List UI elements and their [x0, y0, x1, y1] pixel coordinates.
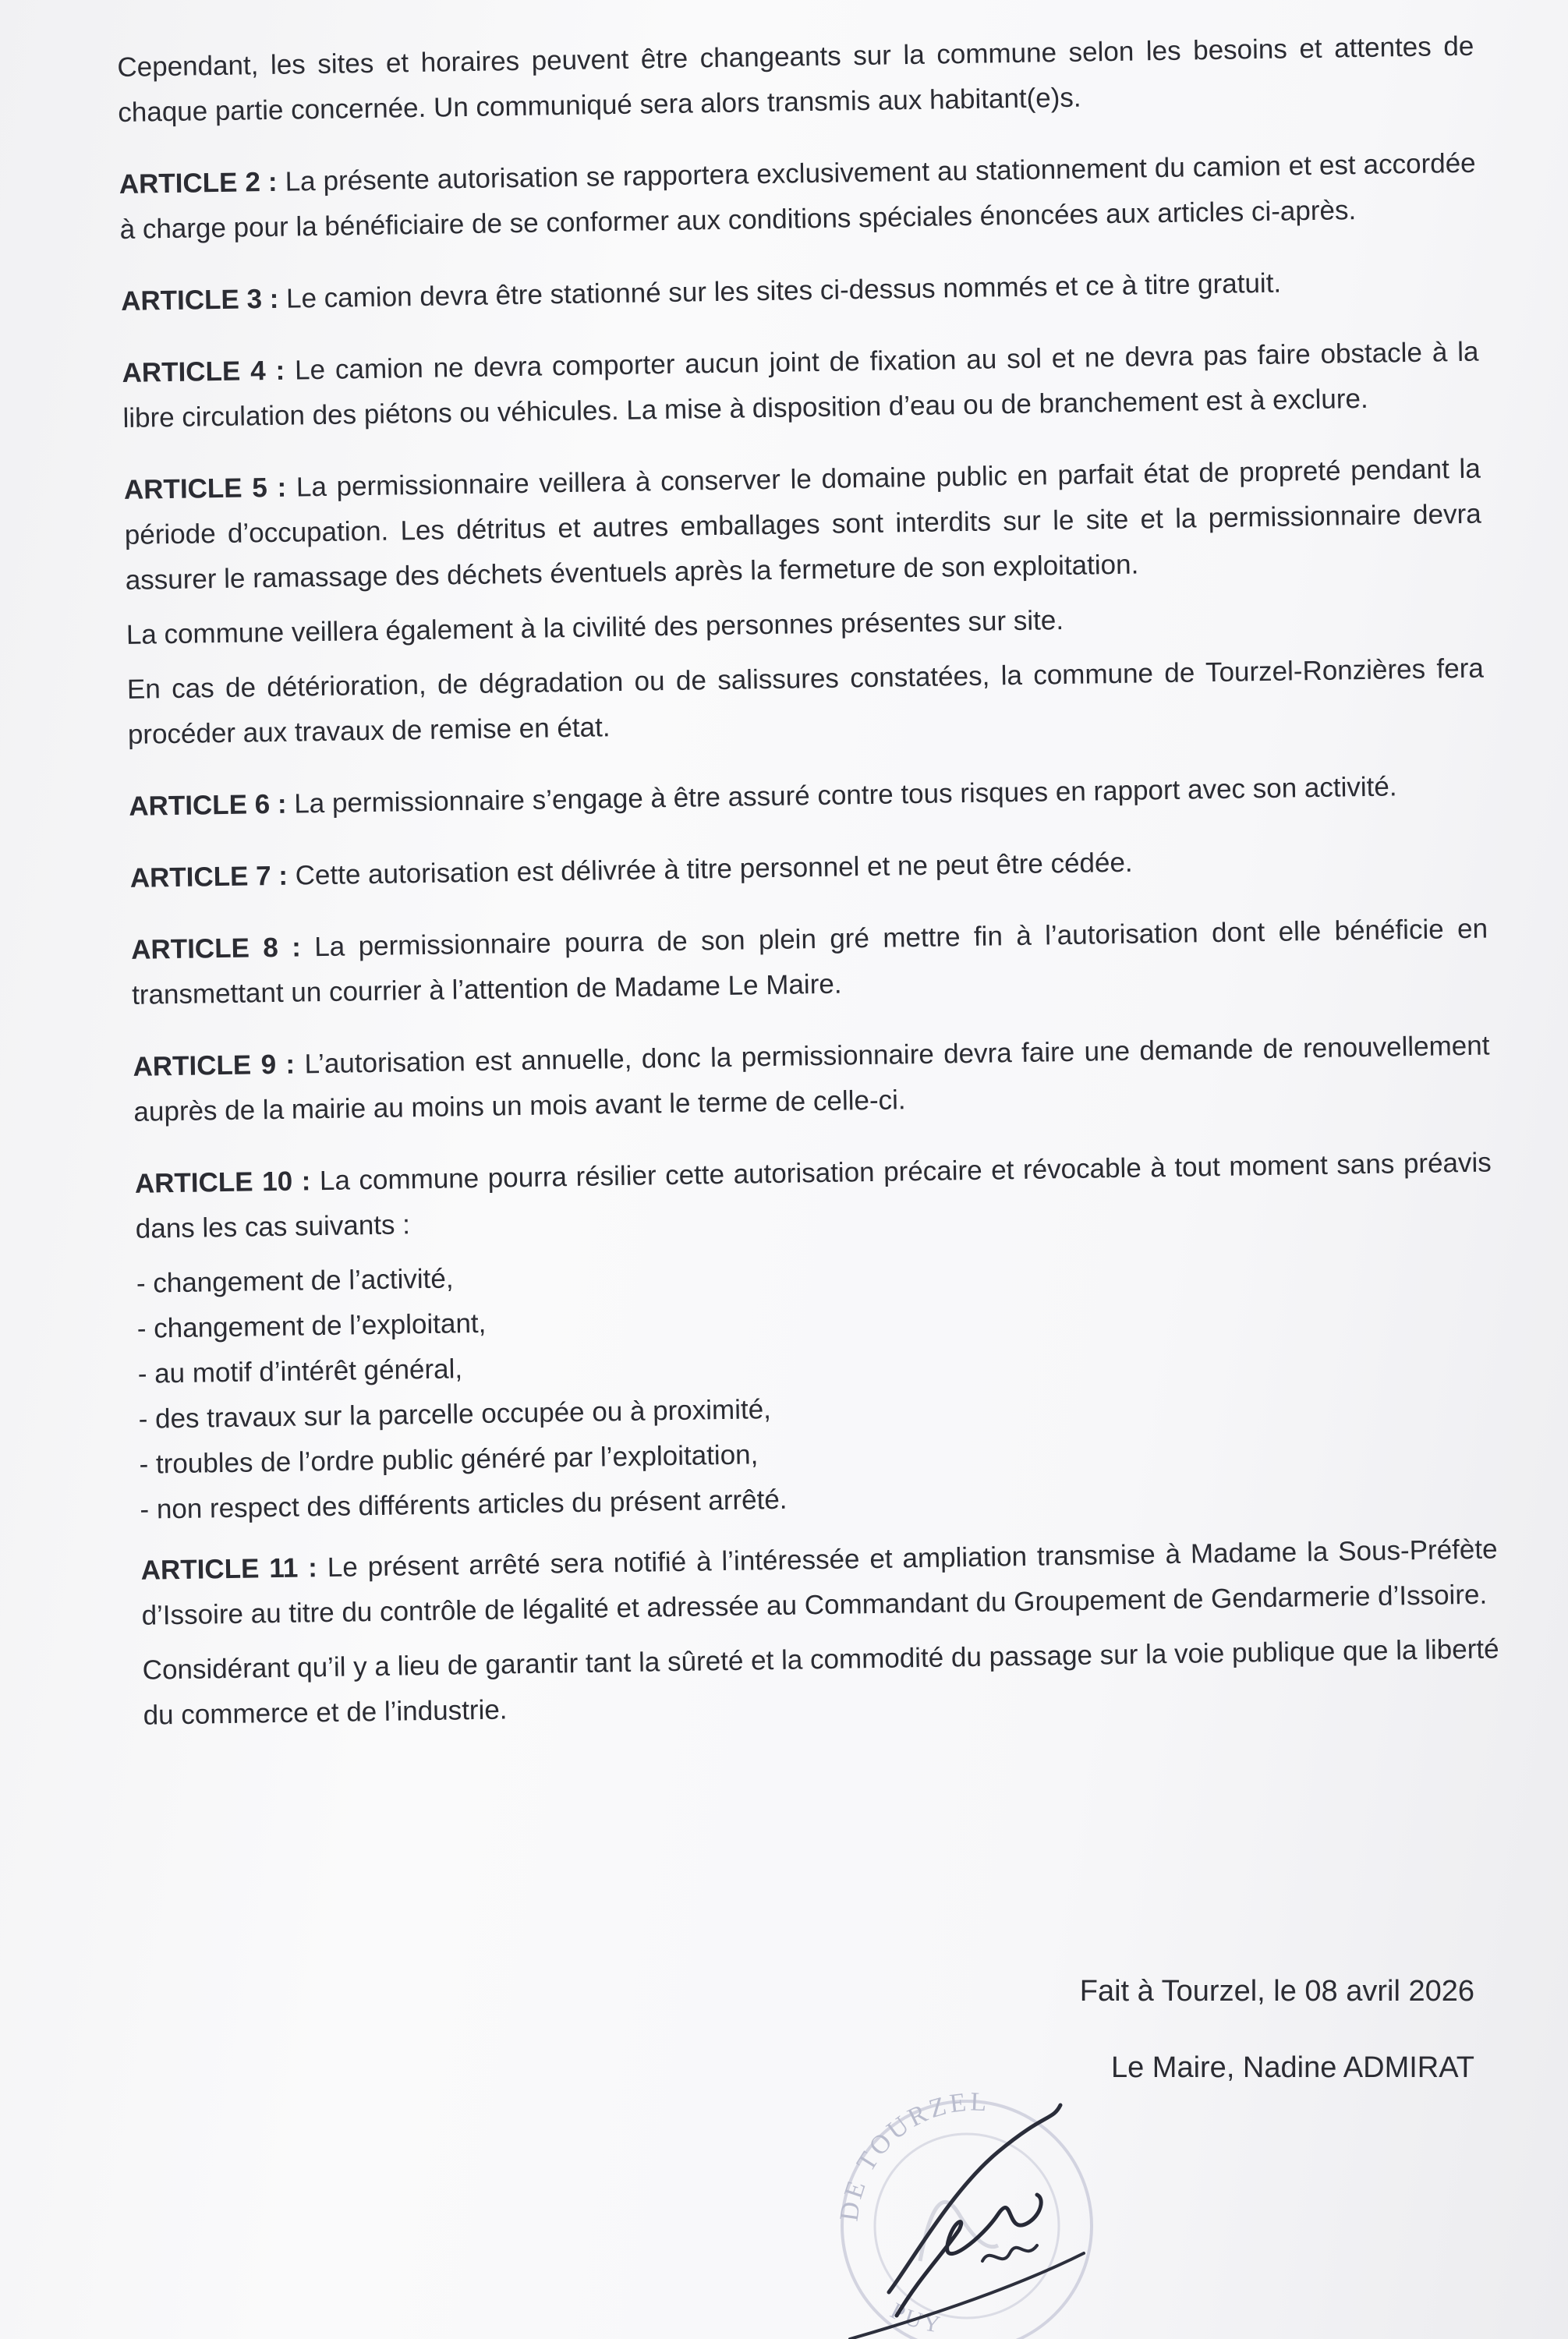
article-text: La permissionnaire s’engage à être assuré contre tous risques en rapport avec son activité. — [293, 771, 1397, 819]
list-item: - au motif d’intérêt général, — [137, 1354, 463, 1389]
list-item: - changement de l’exploitant, — [136, 1308, 487, 1344]
article-4-paragraph — [122, 330, 1480, 441]
article-label: ARTICLE 7 : — [129, 860, 288, 893]
termination-cases-list — [136, 1240, 1497, 1532]
article-2-paragraph — [119, 141, 1477, 253]
list-item: - troubles de l’ordre public généré par l’exploitation, — [139, 1439, 759, 1480]
article-text: La permissionnaire veillera à conserver le domaine public en parfait état de propreté pendant la période d’occupation. Les détritus et autres emballages sont interdits sur le site et la permissionnaire devra assurer le ramassage des déchets éventuels après la fermeture de son exploitation. — [124, 453, 1481, 596]
list-item: - non respect des différents articles du présent arrêté. — [140, 1484, 788, 1525]
article-label: ARTICLE 10 : — [134, 1166, 311, 1199]
article-label: ARTICLE 4 : — [122, 355, 285, 388]
article-label: ARTICLE 8 : — [130, 932, 302, 965]
article-label: ARTICLE 2 : — [119, 166, 278, 200]
article-text: La commune veillera également à la civilité des personnes présentes sur site. — [126, 605, 1064, 650]
article-text: La commune pourra résilier cette autorisation précaire et révocable à tout moment sans préavis dans les cas suivants : — [135, 1147, 1492, 1244]
article-text: Le présent arrêté sera notifié à l’intéressée et ampliation transmise à Madame la Sous-Préfète d’Issoire au titre du contrôle de légalité et adressée au Commandant du Groupement de Gendarmerie d’Issoire. — [141, 1534, 1498, 1631]
article-11-paragraph — [142, 1626, 1500, 1738]
article-label: ARTICLE 9 : — [133, 1049, 296, 1082]
article-8-paragraph — [131, 907, 1489, 1018]
article-6-paragraph — [129, 763, 1486, 830]
list-item: - des travaux sur la parcelle occupée ou à proximité, — [138, 1394, 772, 1435]
list-item: - changement de l’activité, — [136, 1263, 454, 1299]
article-9-paragraph — [133, 1024, 1491, 1135]
article-label: ARTICLE 5 : — [123, 472, 287, 505]
document-body — [117, 24, 1500, 1765]
article-5-paragraph — [124, 447, 1483, 603]
article-5-paragraph — [126, 592, 1483, 658]
svg-text:PUY: PUY — [886, 2298, 945, 2338]
article-label: ARTICLE 6 : — [129, 788, 287, 822]
svg-text:DE TOURZEL: DE TOURZEL — [834, 2087, 991, 2224]
articles-container — [119, 141, 1500, 1739]
article-text: Le camion devra être stationné sur les sites ci-dessus nommés et ce à titre gratuit. — [285, 267, 1282, 314]
article-label: ARTICLE 3 : — [120, 283, 279, 317]
signatory-name: Le Maire, Nadine ADMIRAT — [1110, 2051, 1474, 2084]
article-text: Le camion ne devra comporter aucun joint de fixation au sol et ne devra pas faire obstacle à la libre circulation des piétons ou véhicules. La mise à disposition d’eau ou de branchement est à exclure. — [122, 336, 1479, 433]
article-text: L’autorisation est annuelle, donc la permissionnaire devra faire une demande de renouvellement auprès de la mairie au moins un mois avant le terme de celle-ci. — [133, 1030, 1490, 1127]
article-11-paragraph — [140, 1527, 1499, 1638]
article-text: La présente autorisation se rapportera exclusivement au stationnement du camion et est accordée à charge pour la bénéficiaire de se conformer aux conditions spéciales énoncées aux articles ci-après. — [119, 147, 1476, 245]
article-5-paragraph — [127, 646, 1485, 758]
place-date: Fait à Tourzel, le 08 avril 2026 — [1079, 1975, 1474, 2008]
article-3-paragraph — [121, 258, 1478, 324]
article-label: ARTICLE 11 : — [140, 1552, 318, 1586]
closing-block — [1080, 1969, 1474, 2090]
article-text: En cas de détérioration, de dégradation ou de salissures constatées, la commune de Tourzel-Ronzières fera procéder aux travaux de remise en état. — [126, 653, 1485, 750]
article-7-paragraph — [129, 835, 1487, 901]
article-10-paragraph — [134, 1140, 1492, 1251]
article-text: Considérant qu’il y a lieu de garantir tant la sûreté et la commodité du passage sur la voie publique que la liberté du commerce et de l’industrie. — [142, 1633, 1499, 1731]
intro-paragraph: Cependant, les sites et horaires peuvent être changeants sur la commune selon les besoins et attentes de chaque partie concernée. Un communiqué sera alors transmis aux habitant(e)s. — [117, 30, 1474, 128]
article-text: Cette autorisation est délivrée à titre personnel et ne peut être cédée. — [295, 847, 1133, 891]
article-text: La permissionnaire pourra de son plein gré mettre fin à l’autorisation dont elle bénéficie en transmettant un courrier à l’attention de Madame Le Maire. — [131, 913, 1488, 1010]
mayor-seal-signature — [803, 2058, 1131, 2339]
